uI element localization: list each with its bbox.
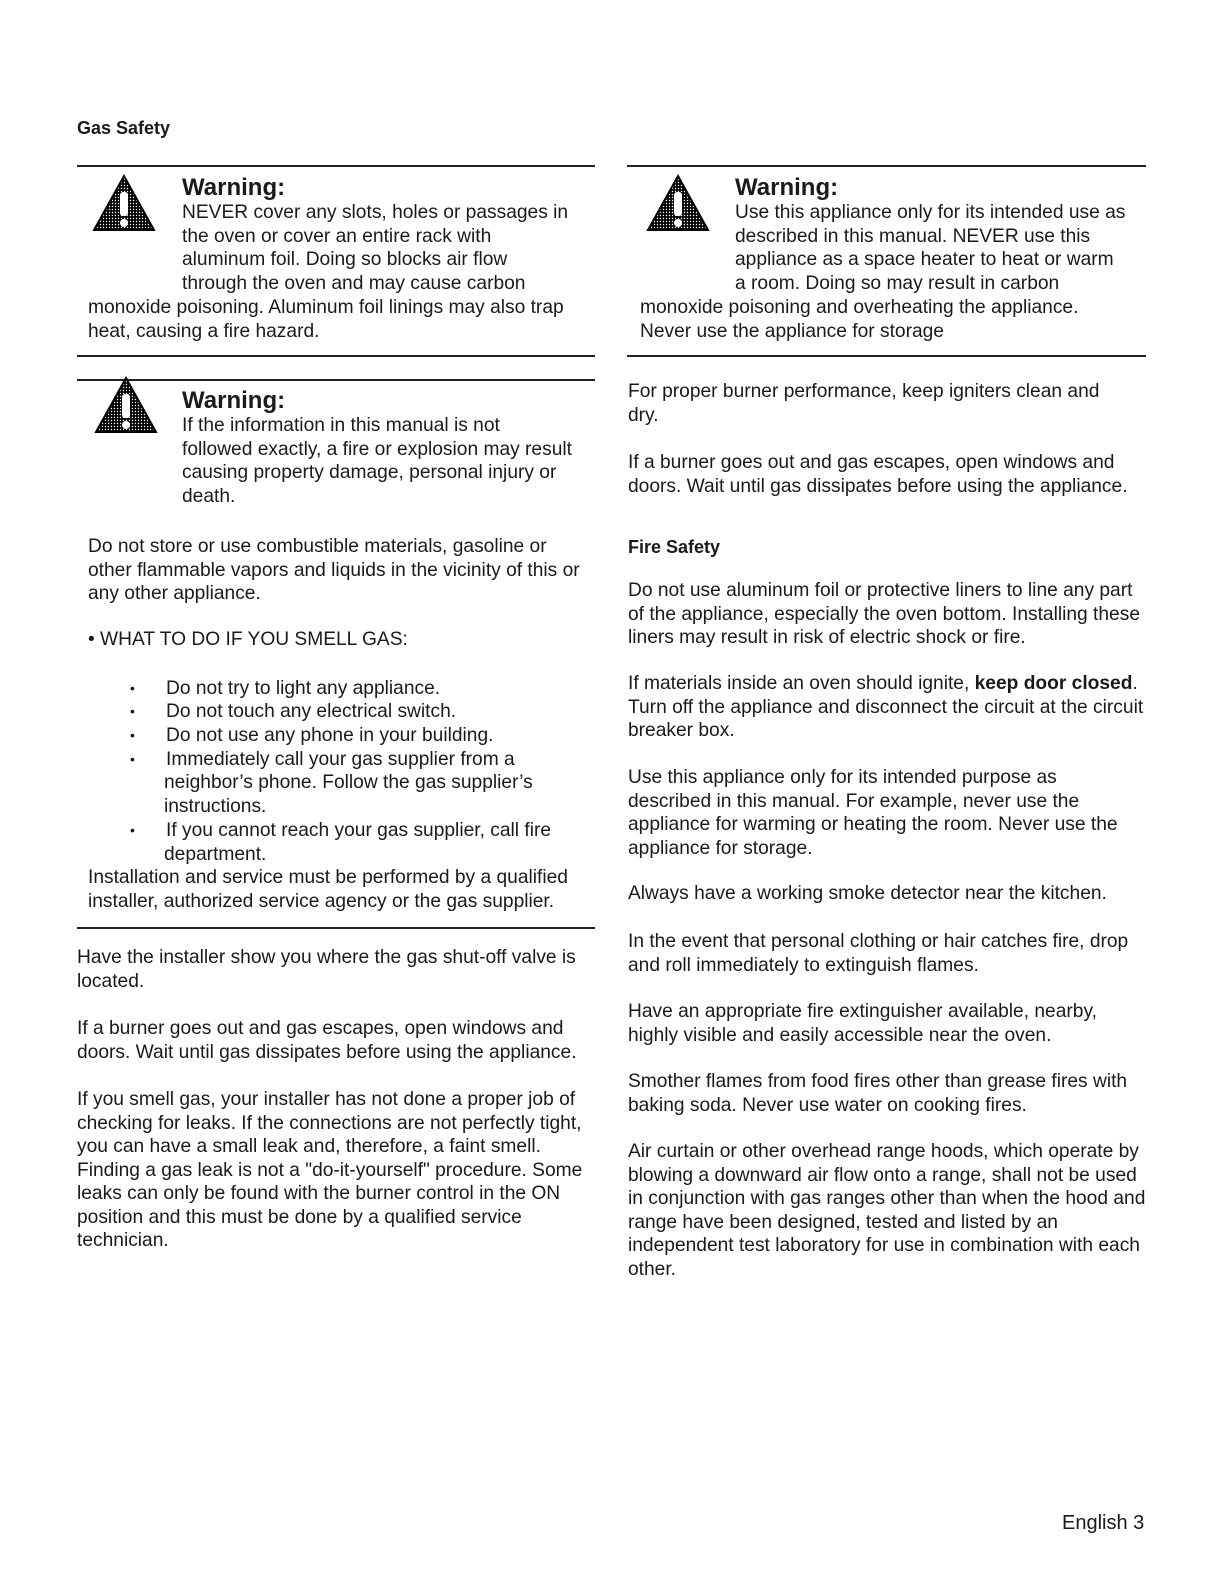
extinguisher-paragraph: Have an appropriate fire extinguisher available, nearby, highly visible and easily accessible near the oven. — [628, 1001, 1097, 1046]
list-item-continued: department. — [164, 844, 267, 865]
combustible-paragraph: Do not store or use combustible materials, gasoline or other flammable vapors and liquids in the vicinity of this or any other appliance. — [88, 536, 580, 604]
burner-out-paragraph: If a burner goes out and gas escapes, open windows and doors. Wait until gas dissipates before using the appliance. — [77, 1018, 577, 1063]
smell-gas-heading: • WHAT TO DO IF YOU SMELL GAS: — [88, 629, 408, 650]
keep-door-closed-emphasis: keep door closed — [974, 673, 1133, 694]
warning-title: Warning: — [182, 174, 286, 201]
shutoff-valve-paragraph: Have the installer show you where the gas shut-off valve is located. — [77, 947, 576, 992]
warning-text: If the information in this manual is not followed exactly, a fire or explosion may result causing property damage, personal injury or death. — [182, 415, 572, 507]
divider — [77, 165, 595, 167]
warning-text: NEVER cover any slots, holes or passages in the oven or cover an entire rack with aluminum foil. Doing so blocks air flow through the oven and may cause carbon — [182, 202, 569, 294]
warning-text-continued: monoxide poisoning. Aluminum foil linings may also trap heat, causing a fire hazard. — [88, 297, 564, 342]
warning-text: Use this appliance only for its intended use as described in this manual. NEVER use this appliance as a space heater to heat or warm a room. Doing so may result in carbon — [735, 202, 1126, 294]
clothing-fire-paragraph: In the event that personal clothing or hair catches fire, drop and roll immediately to extinguish flames. — [628, 931, 1129, 976]
ignite-paragraph: If materials inside an oven should ignite, keep door closed. Turn off the appliance and disconnect the circuit at the circuit breaker box. — [628, 673, 1144, 741]
warning-triangle-icon — [644, 172, 712, 234]
page-number: English 3 — [1062, 1512, 1145, 1534]
foil-paragraph: Do not use aluminum foil or protective liners to line any part of the appliance, especially the oven bottom. Installing these liners may result in risk of electric shock or fire. — [628, 580, 1140, 648]
smoke-detector-paragraph: Always have a working smoke detector near the kitchen. — [628, 883, 1107, 904]
range-hoods-paragraph: Air curtain or other overhead range hoods, which operate by blowing a downward air flow onto a range, shall not be used in conjunction with gas ranges other than when the hood and range have been designed, tested and listed by an independent test laboratory for use in combination with each other. — [628, 1141, 1146, 1280]
installation-paragraph: Installation and service must be performed by a qualified installer, authorized service agency or the gas supplier. — [88, 867, 568, 912]
divider — [77, 927, 595, 929]
gas-leak-paragraph: If you smell gas, your installer has not done a proper job of checking for leaks. If the connections are not perfectly tight, you can have a small leak and, therefore, a faint smell. Finding a gas leak is not a "do-it-yourself" procedure. Some leaks can only be found with the burner control in the ON position and this must be done by a qualified service technician. — [77, 1089, 583, 1251]
warning-text-continued: monoxide poisoning and overheating the appliance. Never use the appliance for storage — [640, 297, 1079, 342]
warning-title: Warning: — [182, 387, 286, 414]
igniters-paragraph: For proper burner performance, keep igniters clean and dry. — [628, 381, 1100, 426]
list-item-continued: neighbor’s phone. Follow the gas supplier’s — [164, 772, 533, 793]
warning-triangle-icon — [90, 172, 158, 234]
divider — [77, 355, 595, 357]
intended-use-paragraph: Use this appliance only for its intended purpose as described in this manual. For example, never use the appliance for warming or heating the room. Never use the appliance for storage. — [628, 767, 1118, 859]
section-title: Gas Safety — [77, 118, 171, 138]
smother-flames-paragraph: Smother flames from food fires other than grease fires with baking soda. Never use water on cooking fires. — [628, 1071, 1128, 1116]
warning-triangle-icon — [92, 374, 160, 436]
divider — [627, 165, 1146, 167]
divider — [627, 355, 1146, 357]
burner-out-paragraph: If a burner goes out and gas escapes, open windows and doors. Wait until gas dissipates before using the appliance. — [628, 452, 1128, 497]
list-item-continued: instructions. — [164, 796, 267, 817]
fire-safety-title: Fire Safety — [628, 537, 721, 557]
warning-title: Warning: — [735, 174, 839, 201]
